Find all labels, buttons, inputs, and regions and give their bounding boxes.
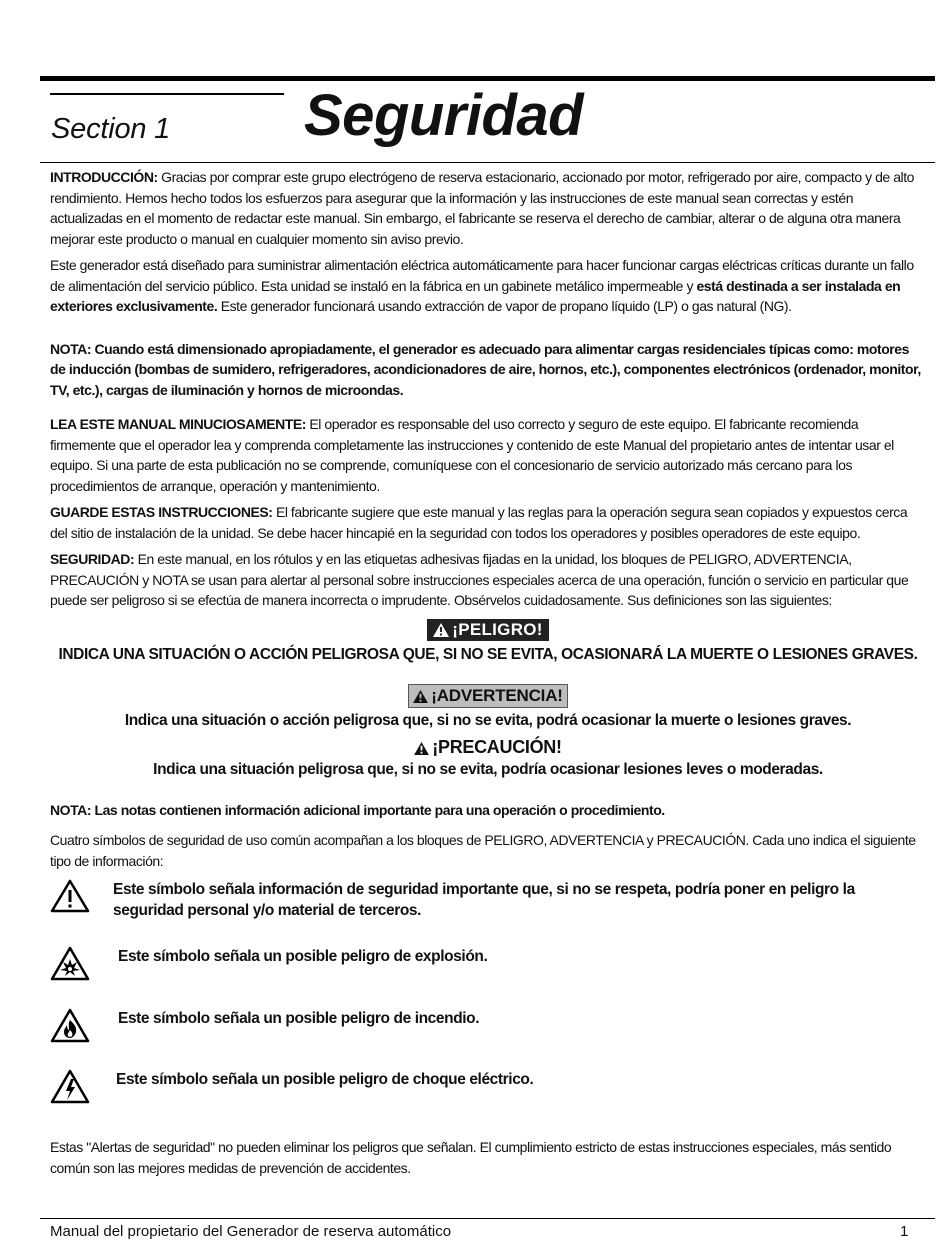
page-number: 1	[900, 1223, 909, 1240]
danger-banner: ¡PELIGRO!	[427, 619, 549, 641]
note-additional: NOTA: Las notas contienen información adicional importante para una operación o procedimiento.	[50, 801, 665, 818]
danger-text: INDICA UNA SITUACIÓN O ACCIÓN PELIGROSA QUE, SI NO SE EVITA, OCASIONARÁ LA MUERTE O LESIONES GRAVES.	[58, 645, 918, 663]
content-rule	[40, 162, 935, 163]
warning-triangle-icon	[414, 742, 429, 755]
warning-banner: ¡ADVERTENCIA!	[408, 684, 568, 708]
symbol-text-explosion: Este símbolo señala un posible peligro de explosión.	[118, 948, 488, 965]
section-rule	[50, 93, 284, 95]
note-dimension: NOTA: Cuando está dimensionado apropiadamente, el generador es adecuado para alimentar cargas residenciales típicas como: motores de inducción (bombas de sumidero, refrigeradores, acondicionadores de aire, hornos, etc.), componentes electrónicos (ordenador, monitor, TV, etc.), cargas de iluminación y hornos de microondas.	[50, 340, 921, 398]
page-content	[50, 165, 926, 1178]
symbol-text-fire: Este símbolo señala un posible peligro de incendio.	[118, 1010, 480, 1027]
caution-block	[50, 737, 926, 781]
footer-manual-title: Manual del propietario del Generador de reserva automático	[50, 1223, 452, 1240]
symbol-row-general	[50, 879, 926, 921]
warning-triangle-icon	[433, 623, 449, 637]
caution-banner: ¡PRECAUCIÓN!	[414, 737, 561, 758]
page-title: Seguridad	[304, 83, 584, 148]
warning-text: Indica una situación o acción peligrosa que, si no se evita, podrá ocasionar la muerte o lesiones graves.	[124, 711, 852, 729]
symbol-row-fire	[50, 1008, 926, 1049]
warning-triangle-icon	[50, 879, 94, 918]
warning-triangle-icon	[413, 690, 428, 703]
top-rule	[40, 76, 935, 81]
symbol-text-general: Este símbolo señala información de seguridad importante que, si no se respeta, podría poner en peligro la seguridad personal y/o material de terceros.	[113, 881, 855, 919]
symbol-row-electric	[50, 1069, 926, 1110]
danger-block	[50, 619, 926, 666]
closing-paragraph: Estas "Alertas de seguridad" no pueden eliminar los peligros que señalan. El cumplimiento estricto de estas instrucciones especiales, más sentido común son las mejores medidas de prevención de accidentes.	[50, 1139, 892, 1176]
intro-paragraph: INTRODUCCIÓN: Gracias por comprar este grupo electrógeno de reserva estacionario, accionado por motor, refrigerado por aire, compacto y de alto rendimiento. Hemos hecho todos los esfuerzos para asegurar que la información y las instrucciones de este manual sean correctas y estén actualizadas en el momento de redactar este manual. Sin embargo, el fabricante se reserva el derecho de cambiar, alterar o de alguna otra manera mejorar este producto o manual en cualquier momento sin aviso previo.	[50, 169, 914, 247]
symbols-intro-paragraph: Cuatro símbolos de seguridad de uso común acompañan a los bloques de PELIGRO, ADVERTENCIA y PRECAUCIÓN. Cada uno indica el siguiente tipo de información:	[50, 832, 916, 869]
safety-paragraph: SEGURIDAD: En este manual, en los rótulos y en las etiquetas adhesivas fijadas en la unidad, los bloques de PELIGRO, ADVERTENCIA, PRECAUCIÓN y NOTA se usan para alertar al personal sobre instrucciones especiales acerca de una operación, función o servicio en particular que puede ser peligroso si se efectúa de manera incorrecta o imprudente. Obsérvelos cuidadosamente. Sus definiciones son las siguientes:	[50, 551, 909, 608]
section-label: Section 1	[51, 113, 171, 145]
design-paragraph: Este generador está diseñado para suministrar alimentación eléctrica automáticamente para hacer funcionar cargas eléctricas críticas durante un fallo de alimentación del servicio público. Esta unidad se instaló en la fábrica en un gabinete metálico impermeable y está destinada a ser instalada en exteriores exclusivamente. Este generador funcionará usando extracción de vapor de propano líquido (LP) o gas natural (NG).	[50, 257, 914, 314]
symbol-row-explosion	[50, 946, 926, 987]
symbol-text-electric: Este símbolo señala un posible peligro de choque eléctrico.	[116, 1071, 534, 1088]
electric-shock-icon	[50, 1069, 94, 1110]
read-manual-paragraph: LEA ESTE MANUAL MINUCIOSAMENTE: El operador es responsable del uso correcto y seguro de este equipo. El fabricante recomienda firmemente que el operador lea y comprenda completamente las instrucciones y contenido de este Manual del propietario antes de intentar usar el equipo. Si una parte de esta publicación no se comprende, comuníquese con el concesionario de servicio autorizado más cercano para los procedimientos de arranque, operación y mantenimiento.	[50, 416, 894, 494]
save-instructions-paragraph: GUARDE ESTAS INSTRUCCIONES: El fabricante sugiere que este manual y las reglas para la operación segura sean copiados y expuestos cerca del sitio de instalación de la unidad. Se debe hacer hincapié en la seguridad con todos los operadores y posibles operadores de este equipo.	[50, 504, 908, 541]
warning-block	[50, 684, 926, 732]
caution-text: Indica una situación peligrosa que, si no se evita, podría ocasionar lesiones leves o moderadas.	[153, 760, 823, 778]
fire-icon	[50, 1008, 94, 1049]
footer-rule	[40, 1218, 935, 1219]
intro-label: INTRODUCCIÓN:	[50, 169, 158, 185]
explosion-icon	[50, 946, 94, 987]
